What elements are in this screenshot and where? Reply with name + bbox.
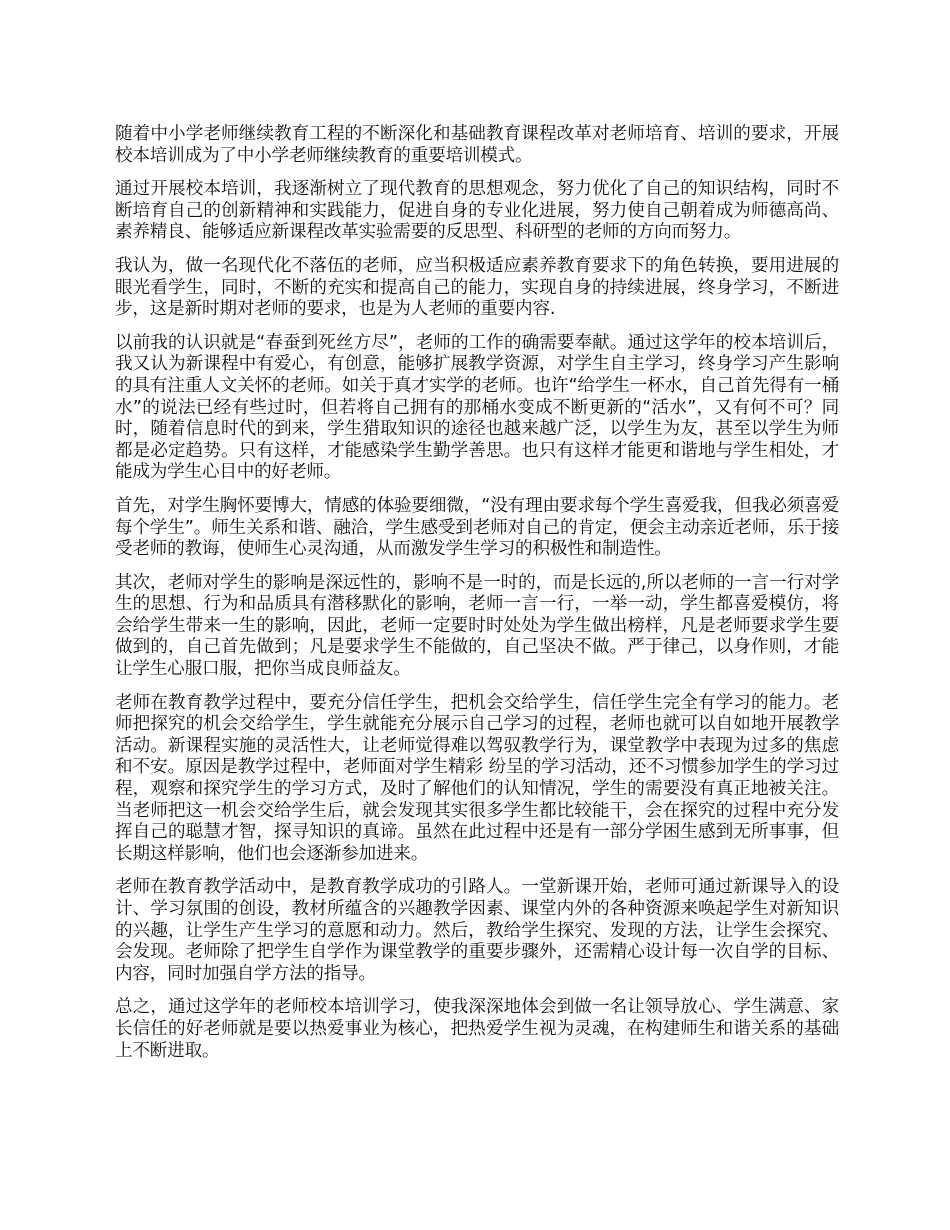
paragraph: 以前我的认识就是“春蚕到死丝方尽”，老师的工作的确需要奉献。通过这学年的校本培训后，我又认为新课程中有爱心，有创意，能够扩展教学资源，对学生自主学习，终身学习产生影响的具有注重人文关怀的老师。如关于真才实学的老师。也许“给学生一杯水，自己首先得有一桶水”的说法已经有些过时，但若将自己拥有的那桶水变成不断更新的“活水”，又有何不可？同时，随着信息时代的到来，学生猎取知识的途径也越来越广泛，以学生为友，甚至以学生为师都是必定趋势。只有这样，才能感染学生勤学善思。也只有这样才能更和谐地与学生相处，才能成为学生心目中的好老师。 <box>115 332 839 483</box>
paragraph: 通过开展校本培训，我逐渐树立了现代教育的思想观念，努力优化了自己的知识结构，同时不断培育自己的创新精神和实践能力，促进自身的专业化进展，努力使自己朝着成为师德高尚、素养精良、能够适应新课程改革实验需要的反思型、科研型的老师的方向而努力。 <box>115 179 839 243</box>
paragraph: 老师在教育教学过程中，要充分信任学生，把机会交给学生，信任学生完全有学习的能力。老师把探究的机会交给学生，学生就能充分展示自己学习的过程，老师也就可以自如地开展教学活动。新课程实施的灵活性大，让老师觉得难以驾驭教学行为，课堂教学中表现为过多的焦虑和不安。原因是教学过程中，老师面对学生精彩 纷呈的学习活动，还不习惯参加学生的学习过程，观察和探究学生的学习方式，及时了解他们的认知情况，学生的需要没有真正地被关注。当老师把这一机会交给学生后，就会发现其实很多学生都比较能干，会在探究的过程中充分发挥自己的聪慧才智，探寻知识的真谛。虽然在此过程中还是有一部分学困生感到无所事事，但长期这样影响，他们也会逐渐参加进来。 <box>115 692 839 864</box>
paragraph: 总之，通过这学年的老师校本培训学习，使我深深地体会到做一名让领导放心、学生满意、家长信任的好老师就是要以热爱事业为核心，把热爱学生视为灵魂，在构建师生和谐关系的基础上不断进取。 <box>115 997 839 1061</box>
paragraph: 我认为，做一名现代化不落伍的老师，应当积极适应素养教育要求下的角色转换，要用进展的眼光看学生，同时，不断的充实和提高自己的能力，实现自身的持续进展，终身学习，不断进步，这是新时期对老师的要求，也是为人老师的重要内容. <box>115 255 839 320</box>
paragraph: 老师在教育教学活动中，是教育教学成功的引路人。一堂新课开始，老师可通过新课导入的设计、学习氛围的创设，教材所蕴含的兴趣教学因素、课堂内外的各种资源来唤起学生对新知识的兴趣，让学生产生学习的意愿和动力。然后，教给学生探究、发现的方法，让学生会探究、会发现。老师除了把学生自学作为课堂教学的重要步骤外，还需精心设计每一次自学的目标、内容，同时加强自学方法的指导。 <box>115 877 839 984</box>
paragraph: 首先，对学生胸怀要博大，情感的体验要细微，“没有理由要求每个学生喜爱我，但我必须喜爱每个学生”。师生关系和谐、融洽，学生感受到老师对自己的肯定，便会主动亲近老师，乐于接受老师的教诲，使师生心灵沟通，从而激发学生学习的积极性和制造性。 <box>115 495 839 560</box>
paragraph: 其次，老师对学生的影响是深远性的，影响不是一时的，而是长远的,所以老师的一言一行对学生的思想、行为和品质具有潜移默化的影响，老师一言一行，一举一动，学生都喜爱模仿，将会给学生带来一生的影响，因此，老师一定要时时处处为学生做出榜样，凡是老师要求学生要做到的，自己首先做到；凡是要求学生不能做的，自己坚决不做。严于律己，以身作则，才能让学生心服口服，把你当成良师益友。 <box>115 572 839 680</box>
paragraph: 随着中小学老师继续教育工程的不断深化和基础教育课程改革对老师培育、培训的要求，开展校本培训成为了中小学老师继续教育的重要培训模式。 <box>115 124 839 166</box>
document-body <box>115 124 839 1074</box>
